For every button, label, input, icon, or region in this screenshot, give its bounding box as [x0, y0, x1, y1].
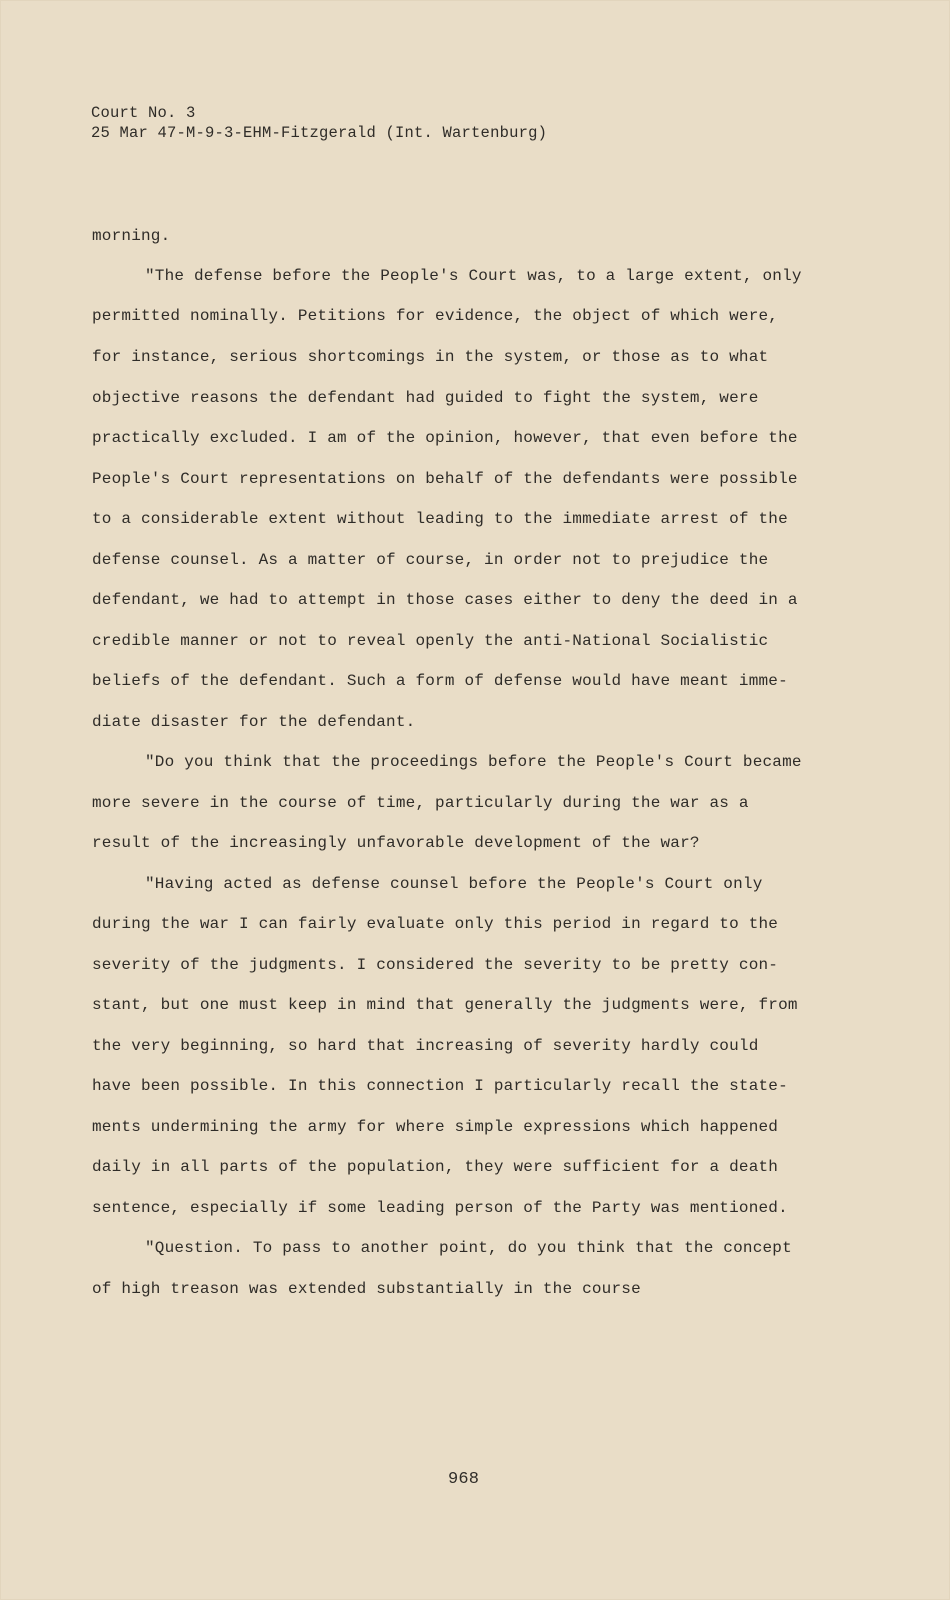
text-line-9: defense counsel. As a matter of course, in order not to prejudice the [92, 551, 769, 569]
document-header [91, 103, 547, 143]
record-reference-line: 25 Mar 47-M-9-3-EHM-Fitzgerald (Int. Wartenburg) [91, 124, 548, 142]
text-line-14: "Do you think that the proceedings before the People's Court became [145, 753, 802, 771]
text-line-11: credible manner or not to reveal openly the anti-National Socialistic [92, 632, 769, 650]
text-line-27: of high treason was extended substantially in the course [92, 1280, 641, 1298]
text-line-18: during the war I can fairly evaluate only this period in regard to the [92, 915, 779, 933]
text-line-7: People's Court representations on behalf of the defendants were possible [92, 470, 798, 488]
text-line-15: more severe in the course of time, particularly during the war as a [92, 794, 749, 812]
court-number-line: Court No. 3 [91, 104, 196, 122]
text-line-8: to a considerable extent without leading to the immediate arrest of the [92, 510, 788, 528]
text-line-20: stant, but one must keep in mind that generally the judgments were, from [92, 996, 798, 1014]
text-line-22: have been possible. In this connection I particularly recall the state- [92, 1077, 788, 1095]
text-line-6: practically excluded. I am of the opinion, however, that even before the [92, 429, 798, 447]
text-line-17: "Having acted as defense counsel before the People's Court only [145, 875, 763, 893]
text-line-13: diate disaster for the defendant. [92, 713, 416, 731]
text-line-25: sentence, especially if some leading person of the Party was mentioned. [92, 1199, 788, 1217]
text-line-21: the very beginning, so hard that increasing of severity hardly could [92, 1037, 759, 1055]
text-line-24: daily in all parts of the population, they were sufficient for a death [92, 1158, 779, 1176]
text-line-3: permitted nominally. Petitions for evidence, the object of which were, [92, 307, 779, 325]
text-line-23: ments undermining the army for where simple expressions which happened [92, 1118, 779, 1136]
text-line-5: objective reasons the defendant had guided to fight the system, were [92, 389, 759, 407]
text-line-2: "The defense before the People's Court was, to a large extent, only [145, 267, 802, 285]
text-line-12: beliefs of the defendant. Such a form of defense would have meant imme- [92, 672, 788, 690]
text-line-1: morning. [92, 227, 171, 245]
text-line-16: result of the increasingly unfavorable development of the war? [92, 834, 700, 852]
text-line-10: defendant, we had to attempt in those cases either to deny the deed in a [92, 591, 798, 609]
text-line-26: "Question. To pass to another point, do you think that the concept [145, 1239, 792, 1257]
page-number: 968 [448, 1470, 480, 1489]
text-line-19: severity of the judgments. I considered the severity to be pretty con- [92, 956, 779, 974]
text-line-4: for instance, serious shortcomings in the system, or those as to what [92, 348, 769, 366]
